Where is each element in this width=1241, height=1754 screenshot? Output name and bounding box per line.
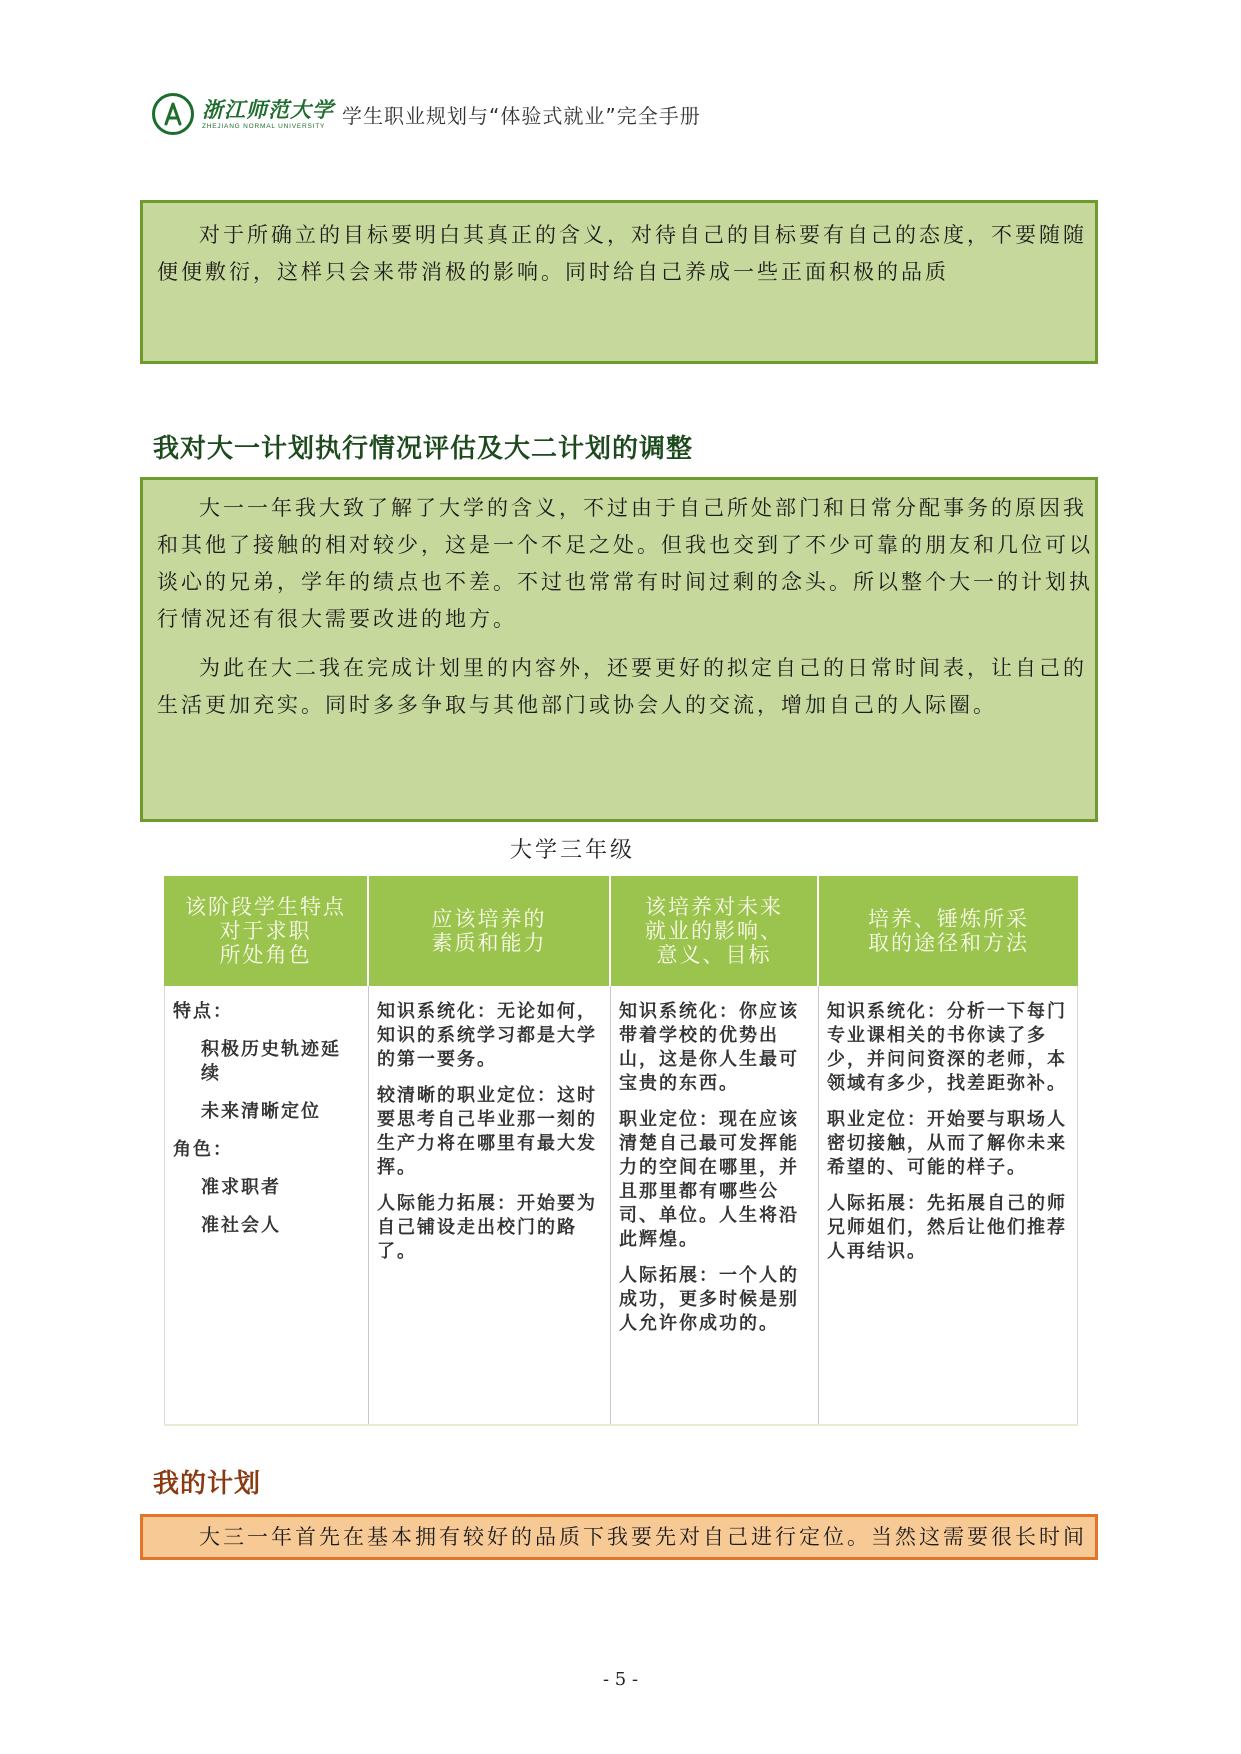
goal-attitude-text: 对于所确立的目标要明白其真正的含义，对待自己的目标要有自己的态度，不要随随便便敷衍，这样只会来带消极的影响。同时给自己养成一些正面积极的品质 — [157, 223, 1087, 284]
junior-year-table — [164, 876, 1078, 1424]
table-cell-impact — [611, 986, 819, 1424]
cell-label: 角色： — [173, 1139, 233, 1160]
university-seal-icon — [152, 93, 194, 135]
table-cell-characteristics — [164, 986, 369, 1424]
table-header-cell: 该培养对未来 就业的影响、 意义、目标 — [611, 876, 819, 986]
cell-item: 积极历史轨迹延续 — [201, 1039, 341, 1084]
cell-paragraph: 职业定位：开始要与职场人密切接触，从而了解你未来希望的、可能的样子。 — [827, 1109, 1067, 1178]
section-title-my-plan: 我的计划 — [153, 1469, 262, 1499]
cell-paragraph: 较清晰的职业定位：这时要思考自己毕业那一刻的生产力将在哪里有最大发挥。 — [377, 1085, 597, 1178]
evaluation-box — [140, 477, 1098, 822]
table-cell-qualities — [369, 986, 611, 1424]
table-header-cell: 培养、锤炼所采 取的途径和方法 — [868, 907, 1029, 955]
table-header-row — [164, 876, 1078, 986]
my-plan-text: 大三一年首先在基本拥有较好的品质下我要先对自己进行定位。当然这需要很长时间 — [199, 1525, 1087, 1549]
table-body-row — [164, 986, 1078, 1426]
evaluation-paragraph-1: 大一一年我大致了解了大学的含义，不过由于自己所处部门和日常分配事务的原因我和其他了接触的相对较少，这是一个不足之处。但我也交到了不少可靠的朋友和几位可以谈心的兄弟，学年的绩点也不差。不过也常常有时间过剩的念头。所以整个大一的计划执行情况还有很大需要改进的地方。 — [157, 496, 1093, 631]
cell-paragraph: 知识系统化：你应该带着学校的优势出山，这是你人生最可宝贵的东西。 — [619, 1001, 799, 1094]
goal-attitude-box — [140, 200, 1098, 364]
cell-paragraph: 知识系统化：分析一下每门专业课相关的书你读了多少，并问问资深的老师，本领域有多少，找差距弥补。 — [827, 1001, 1067, 1094]
cell-label: 特点： — [173, 1001, 233, 1022]
page-number: - 5 - — [602, 1669, 639, 1690]
page-header — [152, 88, 701, 140]
my-plan-box — [140, 1514, 1098, 1560]
university-name-en: ZHEJIANG NORMAL UNIVERSITY — [202, 122, 326, 130]
cell-paragraph: 职业定位：现在应该清楚自己最可发挥能力的空间在哪里，并且那里都有哪些公司、单位。人生将沿此辉煌。 — [619, 1109, 799, 1250]
document-title: 学生职业规划与“体验式就业”完全手册 — [342, 103, 701, 128]
cell-paragraph: 人际能力拓展：开始要为自己铺设走出校门的路了。 — [377, 1193, 597, 1262]
section-title-evaluation: 我对大一计划执行情况评估及大二计划的调整 — [153, 434, 694, 464]
cell-paragraph: 人际拓展：一个人的成功，更多时候是别人允许你成功的。 — [619, 1265, 799, 1334]
table-cell-methods — [819, 986, 1078, 1424]
evaluation-paragraph-2: 为此在大二我在完成计划里的内容外，还要更好的拟定自己的日常时间表，让自己的生活更加充实。同时多多争取与其他部门或协会人的交流，增加自己的人际圈。 — [157, 656, 1087, 717]
table-caption: 大学三年级 — [510, 838, 636, 863]
cell-item: 准社会人 — [201, 1215, 281, 1236]
university-logo — [202, 98, 334, 131]
table-header-cell: 该阶段学生特点 对于求职 所处角色 — [164, 876, 369, 986]
cell-paragraph: 人际拓展：先拓展自己的师兄师姐们，然后让他们推荐人再结识。 — [827, 1193, 1067, 1262]
university-name-cn: 浙江师范大学 — [202, 96, 334, 122]
cell-paragraph: 知识系统化：无论如何，知识的系统学习都是大学的第一要务。 — [377, 1001, 597, 1070]
cell-item: 未来清晰定位 — [201, 1101, 321, 1122]
cell-item: 准求职者 — [201, 1177, 281, 1198]
table-header-cell: 应该培养的 素质和能力 — [369, 876, 611, 986]
